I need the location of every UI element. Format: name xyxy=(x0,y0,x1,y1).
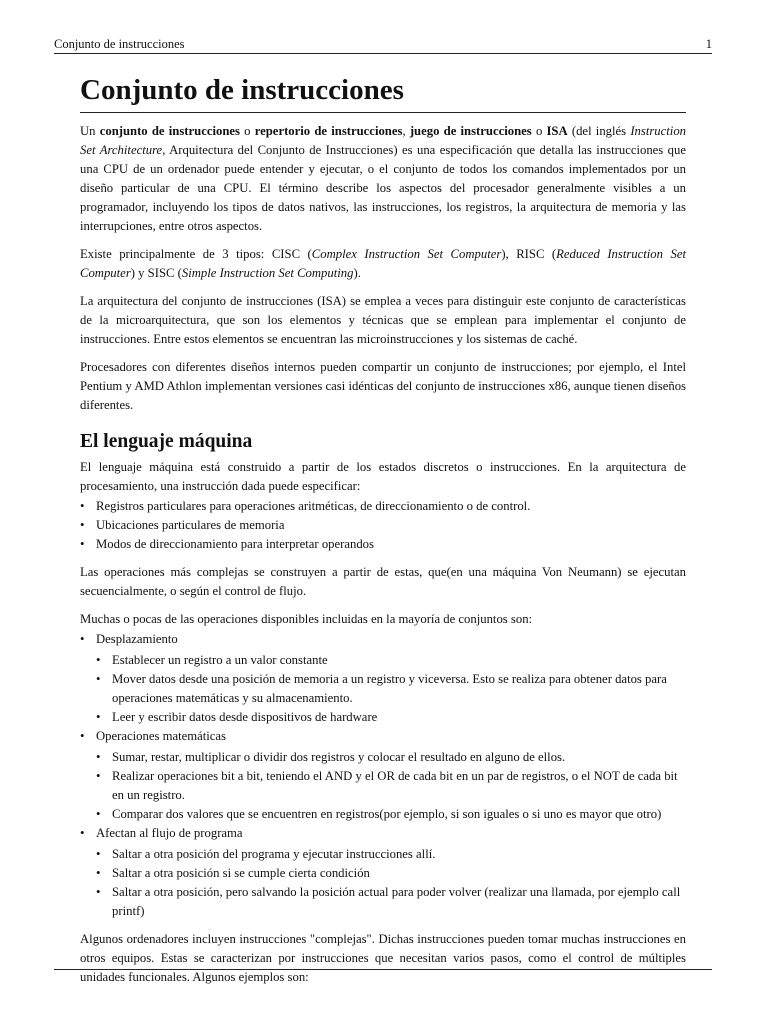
list-item: • Saltar a otra posición si se cumple cierta condición xyxy=(96,864,686,883)
running-header xyxy=(54,35,712,54)
term-sisc: Simple Instruction Set Computing xyxy=(181,266,354,280)
text-run: ) y SISC ( xyxy=(130,266,182,280)
intro-paragraph-2 xyxy=(80,245,686,283)
text-run: Existe principalmente de 3 tipos: CISC ( xyxy=(80,247,312,261)
text-run: ). xyxy=(353,266,361,280)
page-number: 1 xyxy=(705,37,712,51)
intro-paragraph-3: La arquitectura del conjunto de instrucciones (ISA) se emplea a veces para distinguir este conjunto de características de la microarquitectura, que son los elementos y técnicas que se emplean para implementar el conjunto de instrucciones. Entre estos elementos se encuentran las microinstrucciones y los sistemas de caché. xyxy=(80,294,686,346)
text-run: (del inglés xyxy=(567,124,631,138)
term-cisc: Complex Instruction Set Computer xyxy=(311,247,502,261)
list-item: • Comparar dos valores que se encuentren en registros(por ejemplo, si son iguales o si uno es mayor que otro) xyxy=(96,805,686,824)
sub-list xyxy=(96,748,686,824)
section-paragraph-4: Algunos ordenadores incluyen instrucciones "complejas". Dichas instrucciones pueden tomar muchas instrucciones en otros equipos. Estas se caracterizan por instrucciones que necesitan varios pasos, como el control de múltiples unidades funcionales. Algunos ejemplos son: xyxy=(80,932,686,984)
text-run: , xyxy=(402,124,410,138)
operation-category: Desplazamiento xyxy=(96,632,178,646)
section-heading: El lenguaje máquina xyxy=(80,431,253,452)
intro-paragraph-1 xyxy=(80,122,686,236)
list-item: • Registros particulares para operaciones aritméticas, de direccionamiento o de control. xyxy=(80,497,686,516)
section-paragraph-2: Las operaciones más complejas se construyen a partir de estas, que(en una máquina Von Neumann) se ejecutan secuencialmente, o según el control de flujo. xyxy=(80,565,686,598)
list-item: • Mover datos desde una posición de memoria a un registro y viceversa. Esto se realiza para obtener datos para operaciones matemáticas y su almacenamiento. xyxy=(96,670,686,708)
list-item: • Realizar operaciones bit a bit, teniendo el AND y el OR de cada bit en un par de registros, o el NOT de cada bit en un registro. xyxy=(96,767,686,805)
text-run: o xyxy=(531,124,547,138)
term-isa-english: Instruction Set Architecture xyxy=(80,124,687,157)
list-item: • Leer y escribir datos desde dispositivos de hardware xyxy=(96,708,686,727)
section-paragraph-1: El lenguaje máquina está construido a partir de los estados discretos o instrucciones. En la arquitectura de procesamiento, una instrucción dada puede especificar: xyxy=(80,460,686,493)
text-run: o xyxy=(239,124,255,138)
term-isa: ISA xyxy=(546,124,568,138)
term-conjunto: conjunto de instrucciones xyxy=(99,124,240,138)
page-title: Conjunto de instrucciones xyxy=(80,70,686,113)
list-item: • Modos de direccionamiento para interpretar operandos xyxy=(80,535,686,554)
list-item: • Establecer un registro a un valor constante xyxy=(96,651,686,670)
term-risc: Reduced Instruction Set Computer xyxy=(80,247,686,280)
list-item: • Sumar, restar, multiplicar o dividir dos registros y colocar el resultado en alguno de ellos. xyxy=(96,748,686,767)
footer-rule xyxy=(54,969,712,970)
list-item: • Saltar a otra posición del programa y ejecutar instrucciones allí. xyxy=(96,845,686,864)
operations-list xyxy=(80,630,686,921)
section-paragraph-3: Muchas o pocas de las operaciones disponibles incluidas en la mayoría de conjuntos son: xyxy=(80,612,533,626)
list-item xyxy=(80,727,686,824)
term-juego: juego de instrucciones xyxy=(409,124,532,138)
list-item: • Ubicaciones particulares de memoria xyxy=(80,516,686,535)
article-body xyxy=(80,70,686,987)
instruction-spec-list xyxy=(80,497,686,554)
running-header-title: Conjunto de instrucciones xyxy=(54,37,185,51)
text-run: ), RISC ( xyxy=(501,247,557,261)
operation-category: Afectan al flujo de programa xyxy=(96,826,243,840)
sub-list xyxy=(96,651,686,727)
operation-category: Operaciones matemáticas xyxy=(96,729,226,743)
intro-paragraph-4: Procesadores con diferentes diseños internos pueden compartir un conjunto de instrucciones; por ejemplo, el Intel Pentium y AMD Athlon implementan versiones casi idénticas del conjunto de instrucciones x86, aunque tienen diseños diferentes. xyxy=(80,360,686,412)
list-item: • Saltar a otra posición, pero salvando la posición actual para poder volver (realizar una llamada, por ejemplo call printf) xyxy=(96,883,686,921)
list-item xyxy=(80,824,686,921)
sub-list xyxy=(96,845,686,921)
text-run: Un xyxy=(80,124,100,138)
term-repertorio: repertorio de instrucciones xyxy=(254,124,403,138)
list-item xyxy=(80,630,686,727)
text-run: , Arquitectura del Conjunto de Instrucciones) es una especificación que detalla las instrucciones que una CPU de un ordenador puede entender y ejecutar, o el conjunto de todos los comandos implementados por un diseño particular de una CPU. El término describe los aspectos del procesador generalmente visibles a un programador, incluyendo los tipos de datos nativos, las instrucciones, los registros, la arquitectura de memoria y las interrupciones, entre otros aspectos. xyxy=(80,143,686,233)
